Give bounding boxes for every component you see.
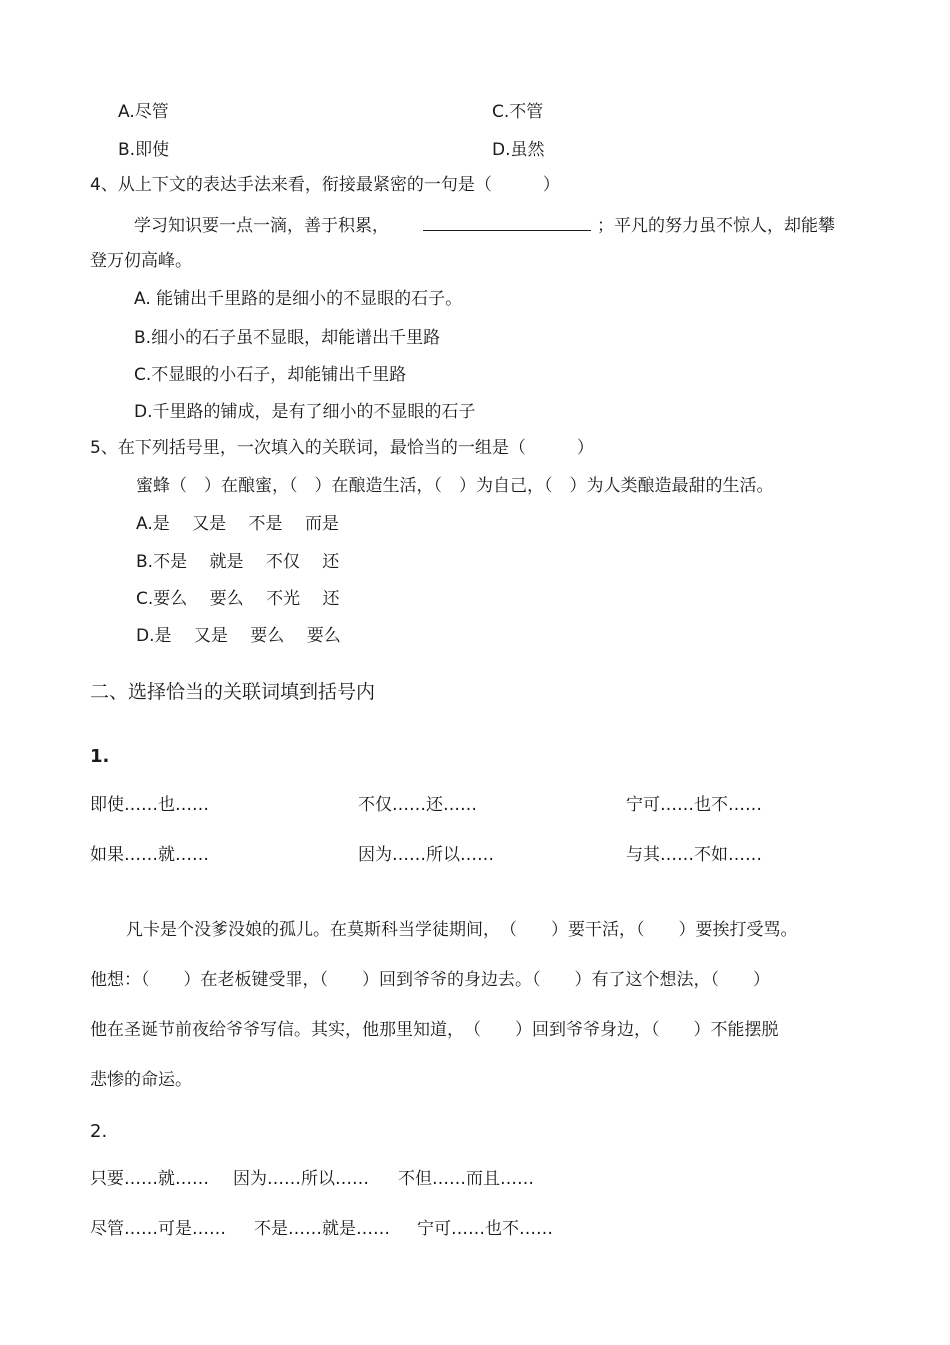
q5-option-b: B.不是 就是 不仅 还 — [136, 552, 340, 572]
q5-stem: 5、在下列括号里，一次填入的关联词，最恰当的一组是（ ） — [90, 438, 594, 458]
part2-word: 不但……而且…… — [398, 1169, 534, 1189]
q4-option-d: D.千里路的铺成，是有了细小的不显眼的石子 — [134, 402, 476, 422]
part1-word: 宁可……也不…… — [626, 795, 762, 815]
q4-stem: 4、从上下文的表达手法来看，衔接最紧密的一句是（ ） — [90, 175, 560, 195]
part2-word: 不是……就是…… — [254, 1219, 390, 1239]
part1-word: 因为……所以…… — [358, 845, 494, 865]
q5-sentence: 蜜蜂（ ）在酿蜜，（ ）在酿造生活，（ ）为自己，（ ）为人类酿造最甜的生活。 — [136, 476, 774, 496]
part1-word: 与其……不如…… — [626, 845, 762, 865]
q5-option-d: D.是 又是 要么 要么 — [136, 626, 341, 646]
q4-option-b: B.细小的石子虽不显眼，却能谱出千里路 — [134, 328, 441, 348]
part2-word: 只要……就…… — [90, 1169, 209, 1189]
q4-passage-start: 学习知识要一点一滴，善于积累， — [134, 216, 389, 236]
q3-option-a: A.尽管 — [118, 102, 169, 122]
part1-passage-line: 他在圣诞节前夜给爷爷写信。其实，他那里知道， （ ）回到爷爷身边，（ ）不能摆脱 — [90, 1020, 779, 1040]
part1-passage-line: 悲惨的命运。 — [90, 1070, 192, 1090]
section2-title: 二、选择恰当的关联词填到括号内 — [90, 681, 376, 703]
part1-passage-line: 他想：（ ）在老板键受罪，（ ）回到爷爷的身边去。（ ）有了这个想法，（ ） — [90, 970, 770, 990]
q4-option-c: C.不显眼的小石子，却能铺出千里路 — [134, 365, 407, 385]
part2-number: 2. — [90, 1121, 108, 1142]
q3-option-c: C.不管 — [492, 102, 544, 122]
q4-passage — [134, 213, 835, 237]
part1-passage-line: 凡卡是个没爹没娘的孤儿。在莫斯科当学徒期间， （ ）要干活，（ ）要挨打受骂。 — [126, 920, 798, 940]
part1-word: 不仅……还…… — [358, 795, 477, 815]
part1-word: 如果……就…… — [90, 845, 209, 865]
part1-number: 1. — [90, 746, 110, 767]
q4-option-a: A. 能铺出千里路的是细小的不显眼的石子。 — [134, 289, 463, 309]
q4-passage-end: ；平凡的努力虽不惊人，却能攀 — [597, 216, 835, 236]
part1-word: 即使……也…… — [90, 795, 209, 815]
q5-option-a: A.是 又是 不是 而是 — [136, 514, 339, 534]
part2-word: 宁可……也不…… — [417, 1219, 553, 1239]
part2-word: 因为……所以…… — [233, 1169, 369, 1189]
q4-passage-cont: 登万仞高峰。 — [90, 251, 192, 271]
q5-option-c: C.要么 要么 不光 还 — [136, 589, 340, 609]
part2-word: 尽管……可是…… — [90, 1219, 226, 1239]
q3-option-d: D.虽然 — [492, 140, 545, 160]
q3-option-b: B.即使 — [118, 140, 170, 160]
q4-answer-blank — [423, 213, 591, 231]
